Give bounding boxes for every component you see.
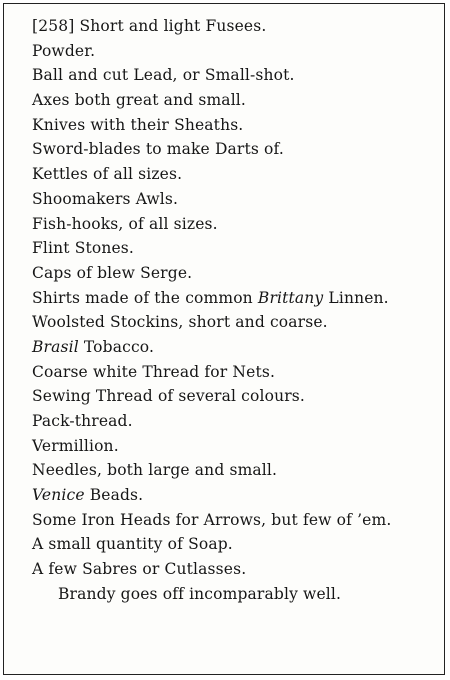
text-line — [4, 409, 444, 434]
text-line — [4, 557, 444, 582]
text-line — [4, 39, 444, 64]
italic-segment: Venice — [32, 486, 85, 505]
text-line — [4, 508, 444, 533]
text-line — [4, 14, 444, 39]
text-segment: Linnen. — [323, 288, 389, 307]
text-line — [4, 113, 444, 138]
text-segment: Fish-hooks, of all sizes. — [32, 214, 218, 233]
text-line — [4, 384, 444, 409]
text-segment: Some Iron Heads for Arrows, but few of ’em. — [32, 510, 392, 529]
text-segment: Shirts made of the common — [32, 288, 258, 307]
italic-segment: Brittany — [257, 288, 324, 307]
text-segment: Pack-thread. — [32, 412, 133, 430]
text-segment: A few Sabres or Cutlasses. — [32, 560, 247, 579]
italic-segment: Brasil — [32, 337, 79, 356]
text-line — [4, 88, 444, 113]
inventory-list — [4, 14, 444, 607]
text-line — [4, 310, 444, 335]
text-segment: Shoomakers Awls. — [32, 189, 179, 208]
text-segment: Ball and cut Lead, or Small-shot. — [32, 66, 295, 85]
text-line — [4, 63, 444, 88]
text-segment: Coarse white Thread for Nets. — [32, 362, 276, 381]
text-segment: Knives with their Sheaths. — [32, 115, 244, 134]
text-segment: Kettles of all sizes. — [32, 165, 183, 184]
text-segment: Brandy goes off incomparably well. — [58, 584, 342, 603]
text-segment: Flint Stones. — [32, 239, 134, 258]
text-segment: Vermillion. — [32, 436, 119, 455]
text-line — [4, 532, 444, 557]
text-line — [4, 360, 444, 385]
text-line — [4, 483, 444, 508]
text-segment: Beads. — [84, 486, 144, 505]
text-segment: Sword-blades to make Darts of. — [32, 140, 284, 159]
text-segment: Woolsted Stockins, short and coarse. — [32, 313, 328, 332]
text-line — [4, 335, 444, 360]
text-line — [4, 187, 444, 212]
text-line — [4, 236, 444, 261]
text-line — [4, 261, 444, 286]
text-line — [4, 212, 444, 237]
text-segment: Needles, both large and small. — [32, 461, 278, 480]
text-line — [4, 137, 444, 162]
text-segment: Caps of blew Serge. — [32, 263, 193, 282]
text-segment: A small quantity of Soap. — [32, 535, 233, 554]
text-line — [4, 434, 444, 459]
text-line — [4, 162, 444, 187]
text-line — [4, 286, 444, 311]
text-segment: [258] Short and light Fusees. — [32, 17, 267, 35]
text-line — [4, 582, 444, 607]
text-segment: Powder. — [32, 41, 96, 60]
text-segment: Sewing Thread of several colours. — [32, 387, 305, 406]
text-line — [4, 458, 444, 483]
text-segment: Axes both great and small. — [32, 91, 246, 110]
page-frame — [3, 3, 445, 675]
text-segment: Tobacco. — [78, 337, 155, 356]
